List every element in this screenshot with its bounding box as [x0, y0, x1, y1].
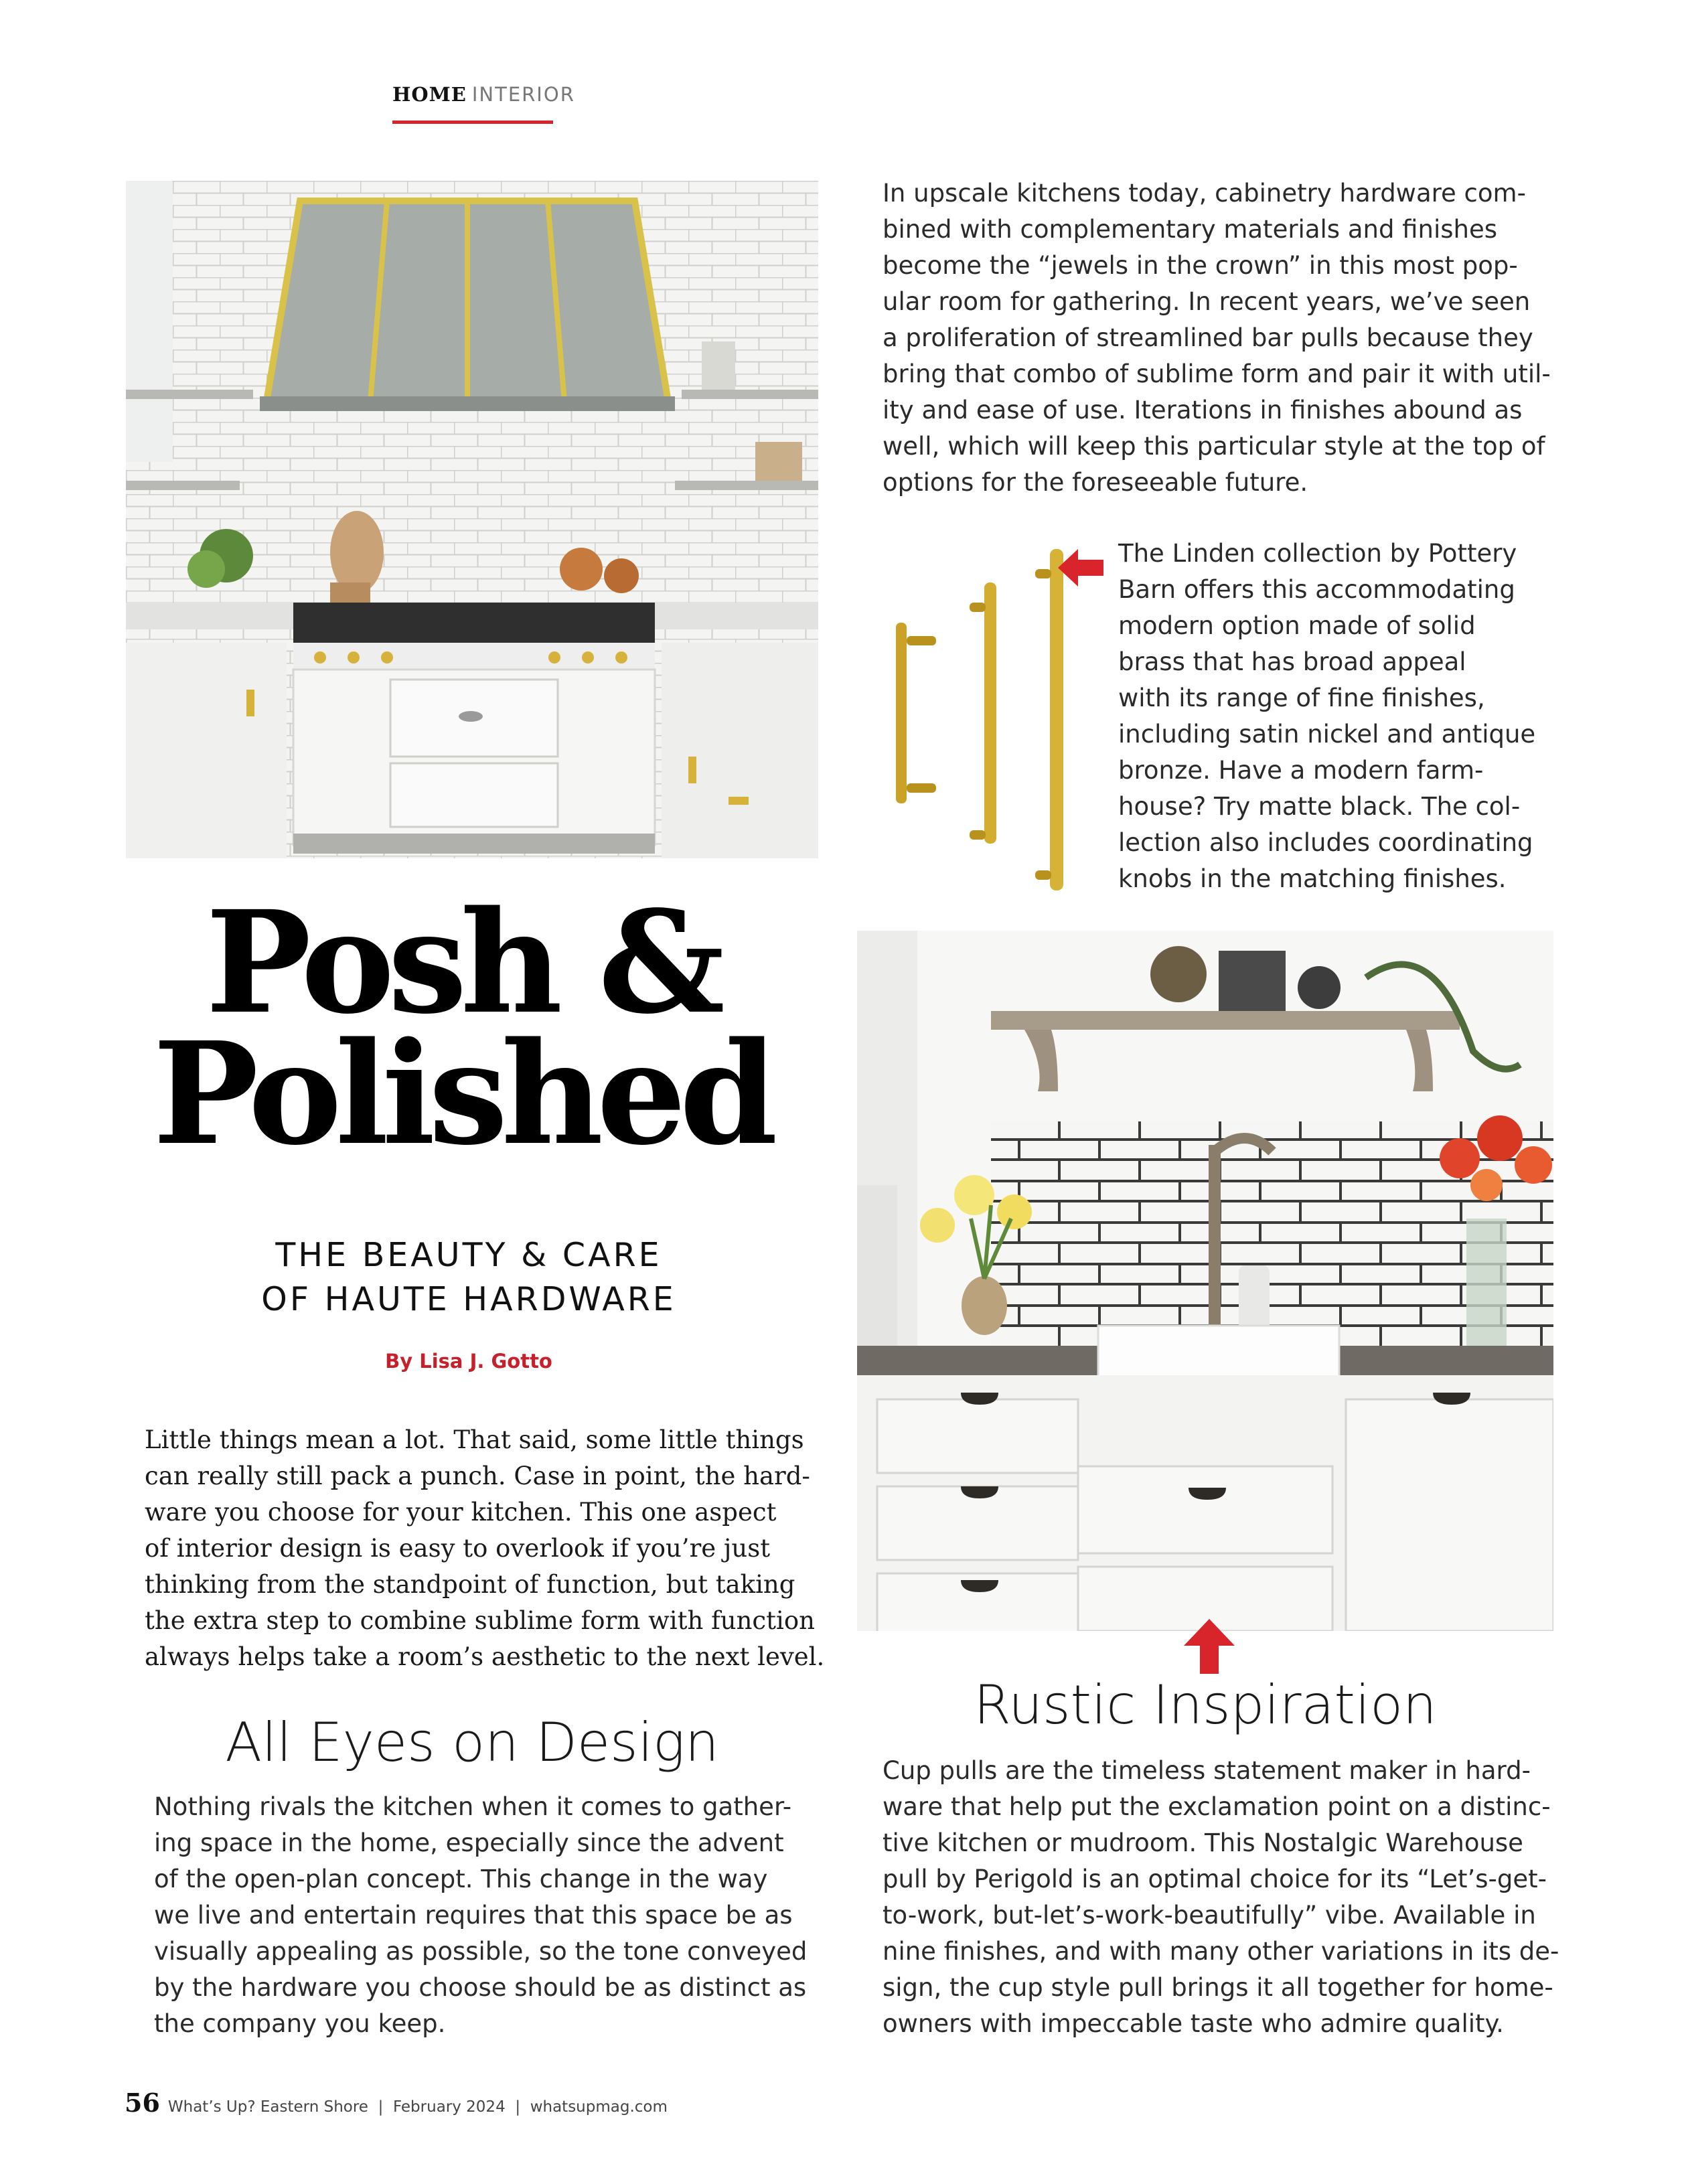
- linden-caption: The Linden collection by Pottery Barn offers this accommodating modern option made of solid brass that has broad appeal with its range of fine finishes, including satin nickel and antique bronze. Have a modern farm- house? Try matte black. The col- lection also includes coordinating knobs in the matching finishes.: [1118, 539, 1536, 893]
- section-header: [392, 83, 575, 106]
- rustic-paragraph: Cup pulls are the timeless statement maker in hard- ware that help put the exclamation point on a distinc- tive kitchen or mudroom. This Nostalgic Warehouse pull by Perigold is an optimal choice for its “Let’s-get- to-work, but-let’s-work-beautifully” vibe. Available in nine finishes, and with many other variations in its de- sign, the cup style pull brings it all together for home- owners with impeccable taste who admire quality.: [883, 1756, 1559, 2038]
- kitchen-hood-photo: [126, 181, 818, 858]
- subsection-label: INTERIOR: [471, 83, 575, 106]
- article-title: [100, 880, 824, 1176]
- all-eyes-paragraph: Nothing rivals the kitchen when it comes to gather- ing space in the home, especially since the advent of the open-plan concept. This change in the way we live and entertain requires that this space be as visually appealing as possible, so the tone conveyed by the hardware you choose should be as distinct as the company you keep.: [154, 1792, 808, 2038]
- heading-all-eyes-on-design: All Eyes on Design: [225, 1711, 719, 1774]
- article-subtitle: THE BEAUTY & CARE OF HAUTE HARDWARE: [261, 1236, 676, 1318]
- section-label: HOME: [392, 83, 467, 106]
- arrow-up-icon: [1184, 1619, 1235, 1674]
- lede-paragraph: Little things mean a lot. That said, some little things can really still pack a punch. Case in point, the hard- ware you choose for your kitchen. This one aspect of interior design is easy to overlook if you’re just thinking from the standpoint of function, but taking the extra step to combine sublime form with function always helps take a room’s aesthetic to the next level.: [145, 1425, 825, 1671]
- heading-rustic-inspiration: Rustic Inspiration: [974, 1674, 1437, 1736]
- farmhouse-sink-photo: [857, 931, 1553, 1631]
- intro-paragraph: In upscale kitchens today, cabinetry hardware com- bined with complementary materials and finishes become the “jewels in the crown” in this most pop- ular room for gathering. In recent years, we’ve seen a proliferation of streamlined bar pulls because they bring that combo of sublime form and pair it with util- ity and ease of use. Iterations in finishes abound as well, which will keep this particular style at the top of options for the foreseeable future.: [883, 179, 1551, 497]
- arrow-left-icon: [1058, 549, 1105, 587]
- byline: By Lisa J. Gotto: [385, 1350, 552, 1373]
- brass-bar-pulls-image: [870, 542, 1091, 897]
- footer-text: What’s Up? Eastern Shore | February 2024 | whatsupmag.com: [167, 2098, 668, 2116]
- title-line-1: Posh &: [206, 880, 718, 1045]
- page-footer: [125, 2088, 668, 2118]
- page-number: 56: [125, 2088, 160, 2118]
- title-line-2: Polished: [153, 1011, 771, 1176]
- header-rule: [392, 121, 553, 124]
